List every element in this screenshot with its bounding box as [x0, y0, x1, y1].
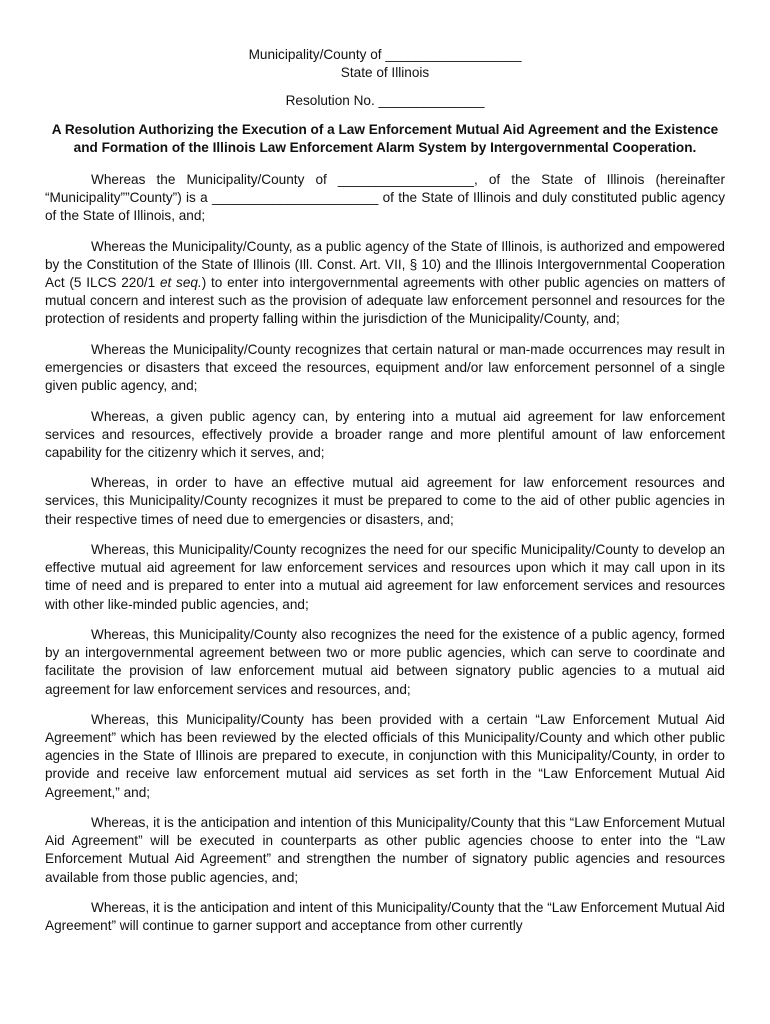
body-paragraph: Whereas the Municipality/County of __________________, of the State of Illinois (hereinafter “Municipality””County”) is a ______________________ of the State of Illinois and duly constituted public agency of the State of Illinois, and;: [45, 171, 725, 223]
municipality-line: Municipality/County of __________________: [248, 47, 522, 62]
body-paragraph: Whereas the Municipality/County, as a public agency of the State of Illinois, is authorized and empowered by the Constitution of the State of Illinois (Ill. Const. Art. VII, § 10) and the Illinois Intergovernmental Cooperation Act (5 ILCS 220/1 et seq.) to enter into intergovernmental agreements with other public agencies on matters of mutual concern and interest such as the provision of adequate law enforcement personnel and resources for the protection of residents and property falling within the jurisdiction of the Municipality/County, and;: [45, 238, 725, 326]
body-paragraph: Whereas, this Municipality/County recognizes the need for our specific Municipality/County to develop an effective mutual aid agreement for law enforcement services and resources upon which it may call upon in its time of need and is prepared to enter into a mutual aid agreement for law enforcement services and resources with other like-minded public agencies, and;: [45, 542, 725, 612]
document-title: A Resolution Authorizing the Execution of a Law Enforcement Mutual Aid Agreement and the Existence and Formation of the Illinois Law Enforcement Alarm System by Intergovernmental Cooperation.: [51, 122, 719, 156]
body-paragraph: Whereas, it is the anticipation and intention of this Municipality/County that this “Law Enforcement Mutual Aid Agreement” will be executed in counterparts as other public agencies choose to enter into the “Law Enforcement Mutual Aid Agreement” and strengthen the number of signatory public agencies and resources available from those public agencies, and;: [45, 815, 725, 885]
body-paragraph: Whereas, this Municipality/County has been provided with a certain “Law Enforcement Mutual Aid Agreement” which has been reviewed by the elected officials of this Municipality/County and which other public agencies in the State of Illinois are prepared to execute, in conjunction with this Municipality/County, in order to provide and receive law enforcement mutual aid services as set forth in the “Law Enforcement Mutual Aid Agreement,” and;: [45, 712, 725, 800]
body-paragraph: Whereas, in order to have an effective mutual aid agreement for law enforcement resources and services, this Municipality/County recognizes it must be prepared to come to the aid of other public agencies in their respective times of need due to emergencies or disasters, and;: [45, 475, 725, 527]
state-line: State of Illinois: [340, 65, 430, 81]
document-header: [45, 46, 725, 82]
body-paragraph: Whereas the Municipality/County recognizes that certain natural or man-made occurrences may result in emergencies or disasters that exceed the resources, equipment and/or law enforcement personnel of a single given public agency, and;: [45, 341, 725, 393]
body-paragraph: Whereas, this Municipality/County also recognizes the need for the existence of a public agency, formed by an intergovernmental agreement between two or more public agencies, which can serve to coordinate and facilitate the provision of law enforcement mutual aid between signatory public agencies to a mutual aid agreement for law enforcement services and resources, and;: [45, 627, 725, 697]
resolution-number: Resolution No. ______________: [285, 93, 485, 109]
document-body: [45, 171, 725, 936]
body-paragraph: Whereas, it is the anticipation and intent of this Municipality/County that the “Law Enforcement Mutual Aid Agreement” will continue to garner support and acceptance from other currently: [45, 900, 725, 934]
document-page: [45, 46, 725, 935]
body-paragraph: Whereas, a given public agency can, by entering into a mutual aid agreement for law enforcement services and resources, effectively provide a broader range and more plentiful amount of law enforcement capability for the citizenry which it serves, and;: [45, 408, 725, 460]
